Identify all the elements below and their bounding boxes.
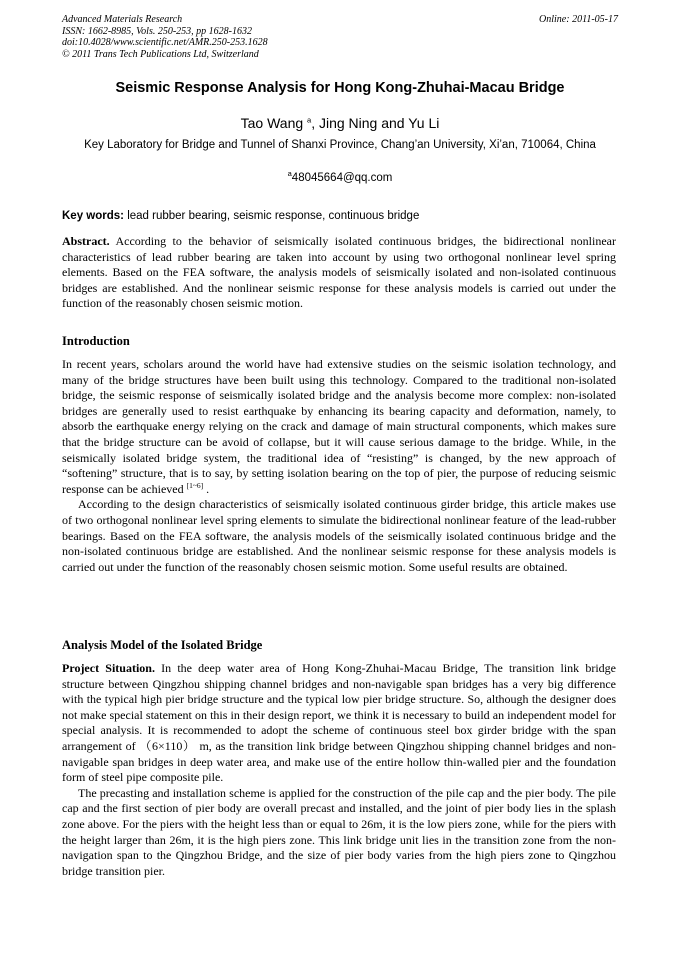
keywords-text: lead rubber bearing, seismic response, continuous bridge — [124, 210, 420, 222]
intro-p1-end: . — [206, 481, 210, 496]
email-superscript: a — [287, 169, 292, 179]
affiliation: Key Laboratory for Bridge and Tunnel of Shanxi Province, Chang’an University, Xi’an, 710064, China — [84, 139, 596, 151]
email-address: 48045664@qq.com — [291, 172, 393, 184]
analysis-heading: Analysis Model of the Isolated Bridge — [62, 638, 263, 652]
introduction-paragraph-2: According to the design characteristics of seismically isolated continuous girder bridge, this article makes use of two orthogonal nonlinear level spring elements to simulate the bidirectional nonlinear feature of the lead-rubber bearings. Based on the FEA software, the analysis models of the seismically isolated continuous bridge and the non-isolated continuous bridge are established. And the nonlinear seismic response for these analysis models is carried out under the function of the reasonably chosen seismic motion. Some useful results are obtained. — [62, 497, 616, 574]
journal-issn: ISSN: 1662-8985, Vols. 250-253, pp 1628-1632 — [62, 25, 252, 37]
journal-header — [62, 14, 618, 60]
analysis-body — [62, 661, 616, 879]
abstract-label: Abstract. — [62, 234, 110, 248]
analysis-paragraph-2: The precasting and installation scheme is applied for the construction of the pile cap and the pier body. The pile cap and the first section of pier body are overall precast and installed, and the joint of pier body lies in the splash zone above. For the piers with the height less than or equal to 26m, it is the low piers zone, while for the piers with the height larger than 26m, it is the high piers zone. This link bridge unit lies in the transition zone from the non-navigation span to the Qingzhou Bridge, and the size of pier body varies from the high piers zone to Qingzhou bridge transition pier. — [62, 785, 616, 878]
introduction-heading: Introduction — [62, 334, 130, 348]
first-author-superscript: a — [307, 115, 312, 125]
project-situation-label: Project Situation. — [62, 661, 155, 675]
paper-title: Seismic Response Analysis for Hong Kong-Zhuhai-Macau Bridge — [115, 80, 565, 96]
introduction-body — [62, 357, 616, 575]
abstract — [62, 234, 616, 312]
author-list — [62, 115, 618, 131]
first-author: Tao Wang — [240, 115, 304, 131]
journal-copyright: © 2011 Trans Tech Publications Ltd, Switzerland — [62, 48, 259, 60]
other-authors: , Jing Ning and Yu Li — [311, 115, 440, 131]
intro-p1-text: In recent years, scholars around the world have had extensive studies on the seismic isolation technology, and many of the bridge structures have been built using this technology. Compared to the traditional non-isolated bridge, the seismic response of seismically isolated bridge and the analysis become more complex: non-isolated bridges are generally used to resist earthquake by enhancing its bearing capacity and deformation, namely, to absorb the earthquake energy relying on the crack and damage of main structural components, which makes sure that the bridge structure can be avoid of collapse, but it will cause serious damage to the bridge. While, in the seismically isolated bridge system, the traditional idea of “resisting” is changed, by the new approach of “softening” structure, that is to say, by setting isolation bearing on the top of pier, the purpose of reducing seismic response can be achieved — [62, 357, 616, 496]
analysis-p1-text: In the deep water area of Hong Kong-Zhuhai-Macau Bridge, The transition link bridge structure between Qingzhou shipping channel bridges and non-navigable span bridges has a very big difference with the typical high pier bridge structure and the typical low pier bridge structure. So, although the designer does not make special statement on this in their design report, we think it is necessary to build an independent model for special analysis. It is recommended to adopt the scheme of continuous steel box girder bridge with the span arrangement of （6×110） m, as the transition link bridge between Qingzhou shipping channel bridges and non-navigable span bridges in deep water area, and make use of the entire hollow thin-walled pier and the foundation form of steel pipe composite pile. — [62, 661, 616, 785]
citation-ref: [1~6] — [186, 480, 204, 490]
introduction-paragraph-1 — [62, 357, 616, 497]
journal-doi: doi:10.4028/www.scientific.net/AMR.250-253.1628 — [62, 37, 268, 48]
analysis-paragraph-1 — [62, 661, 616, 786]
abstract-text: According to the behavior of seismically isolated continuous bridges, the bidirectional nonlinear characteristics of lead rubber bearing are taken into account by using two orthogonal nonlinear level spring elements. Based on the FEA software, the analysis models of seismically isolated and non-isolated continuous bridges are established. And the nonlinear seismic response for these analysis models is carried out under the function of the reasonably chosen seismic motion. — [62, 234, 616, 311]
author-email — [62, 169, 618, 184]
keywords — [62, 210, 618, 222]
journal-name: Advanced Materials Research — [62, 14, 183, 25]
keywords-label: Key words: — [62, 210, 124, 222]
online-date: Online: 2011-05-17 — [539, 14, 618, 25]
